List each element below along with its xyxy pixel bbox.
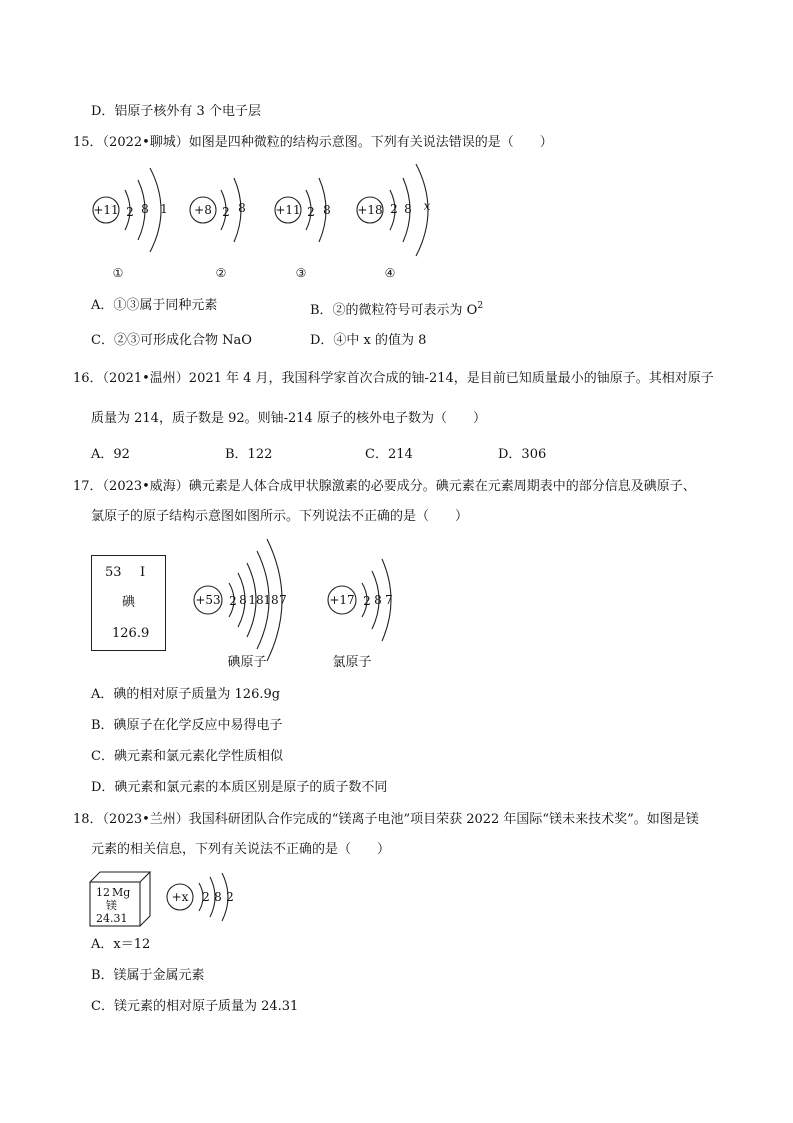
q17-iodine-shell: 18 xyxy=(248,593,264,607)
q15-structure-diagrams xyxy=(80,160,460,285)
q17-stem-line2: 氯原子的原子结构示意图如图所示。下列说法不正确的是（ ） xyxy=(91,509,469,524)
q18-element-name: 镁 xyxy=(106,899,117,912)
q17-element-name: 碘 xyxy=(122,595,136,610)
q18-element-card xyxy=(88,870,153,928)
q17-iodine-nucleus: +53 xyxy=(195,593,221,607)
q15-d1-shell: 2 xyxy=(126,205,134,219)
q16-option-c: C．214 xyxy=(365,447,413,462)
q18-stem-line2: 元素的相关信息，下列有关说法不正确的是（ ） xyxy=(91,842,391,857)
q17-option-b: B．碘原子在化学反应中易得电子 xyxy=(91,718,283,733)
q17-option-d: D．碘元素和氯元素的本质区别是原子的质子数不同 xyxy=(91,780,388,795)
q15-d3-shell: 8 xyxy=(323,203,331,217)
q15-d1-shell: 1 xyxy=(160,202,168,216)
q15-d2-shell: 8 xyxy=(238,201,246,215)
q17-atomic-mass: 126.9 xyxy=(112,626,150,641)
q17-iodine-shell: 8 xyxy=(239,593,247,607)
q16-option-a: A．92 xyxy=(91,447,130,462)
q18-atomic-number: 12 xyxy=(96,886,110,899)
q17-stem-line1: 17．（2023•威海）碘元素是人体合成甲状腺激素的必要成分。碘元素在元素周期表中的部分信息及碘原子、 xyxy=(73,479,696,494)
q17-iodine-shell: 18 xyxy=(263,593,279,607)
q17-element-symbol: I xyxy=(140,565,146,580)
q18-nucleus: +x xyxy=(171,890,189,904)
q18-option-a: A．x＝12 xyxy=(91,937,151,952)
q15-d2-shell: 2 xyxy=(222,205,230,219)
q16-option-d: D．306 xyxy=(498,447,547,462)
q18-atom-diagram xyxy=(162,873,247,923)
q18-element-symbol: Mg xyxy=(112,886,131,899)
q15-option-d: D．④中 x 的值为 8 xyxy=(310,333,427,348)
q15-d3-nucleus: +11 xyxy=(275,203,301,217)
q17-iodine-shell: 2 xyxy=(229,594,237,608)
q18-option-b: B．镁属于金属元素 xyxy=(91,968,205,983)
q15-d2-label: ② xyxy=(215,266,227,280)
q17-element-card xyxy=(91,555,166,651)
q17-option-c: C．碘元素和氯元素化学性质相似 xyxy=(91,749,283,764)
q18-option-c: C．镁元素的相对原子质量为 24.31 xyxy=(91,999,299,1014)
q14-option-d: D．铝原子核外有 3 个电子层 xyxy=(91,104,261,119)
q17-atom-diagrams xyxy=(185,535,415,675)
q15-d1-label: ① xyxy=(112,266,124,280)
q18-shell: 8 xyxy=(214,890,222,904)
q15-option-b xyxy=(310,298,483,319)
q15-d4-label: ④ xyxy=(384,266,396,280)
q18-atomic-mass: 24.31 xyxy=(96,912,128,925)
q16-stem-line2: 质量为 214，质子数是 92。则铀-214 原子的核外电子数为（ ） xyxy=(91,411,486,426)
q15-option-b-text: B．②的微粒符号可表示为 O xyxy=(310,303,478,318)
q15-option-c: C．②③可形成化合物 NaO xyxy=(91,333,252,348)
q16-option-b: B．122 xyxy=(225,447,273,462)
q15-stem: 15．（2022•聊城）如图是四种微粒的结构示意图。下列有关说法错误的是（ ） xyxy=(73,135,553,150)
q15-d4-nucleus: +18 xyxy=(357,203,383,217)
q15-d3-label: ③ xyxy=(295,266,307,280)
q15-option-b-superscript: 2 xyxy=(477,301,484,311)
q17-option-a: A．碘的相对原子质量为 126.9g xyxy=(91,687,281,702)
q15-d1-shell: 8 xyxy=(141,202,149,216)
q17-iodine-caption: 碘原子 xyxy=(227,655,267,670)
q15-d1-nucleus: +11 xyxy=(93,203,119,217)
q18-shell: 2 xyxy=(226,890,234,904)
q15-d3-shell: 2 xyxy=(307,205,315,219)
q17-chlorine-shell: 2 xyxy=(363,594,371,608)
q15-d4-shell: 2 xyxy=(390,202,398,216)
q15-d2-nucleus: +8 xyxy=(194,203,212,217)
q17-chlorine-shell: 7 xyxy=(385,593,393,607)
q17-iodine-shell: 7 xyxy=(279,593,287,607)
q15-option-a: A．①③属于同种元素 xyxy=(91,298,218,313)
q16-stem-line1: 16．（2021•温州）2021 年 4 月，我国科学家首次合成的铀-214，是目前已知质量最小的铀原子。其相对原子 xyxy=(73,371,714,386)
q15-d4-shell: 8 xyxy=(404,202,412,216)
q17-chlorine-shell: 8 xyxy=(374,593,382,607)
q15-d4-shell: x xyxy=(423,199,431,213)
q17-atomic-number: 53 xyxy=(105,565,122,580)
q18-shell: 2 xyxy=(202,890,210,904)
q17-chlorine-caption: 氯原子 xyxy=(332,655,372,670)
q17-chlorine-nucleus: +17 xyxy=(329,593,355,607)
q18-stem-line1: 18．（2023•兰州）我国科研团队合作完成的“镁离子电池”项目荣获 2022 年国际“镁未来技术奖”。如图是镁 xyxy=(73,812,699,827)
